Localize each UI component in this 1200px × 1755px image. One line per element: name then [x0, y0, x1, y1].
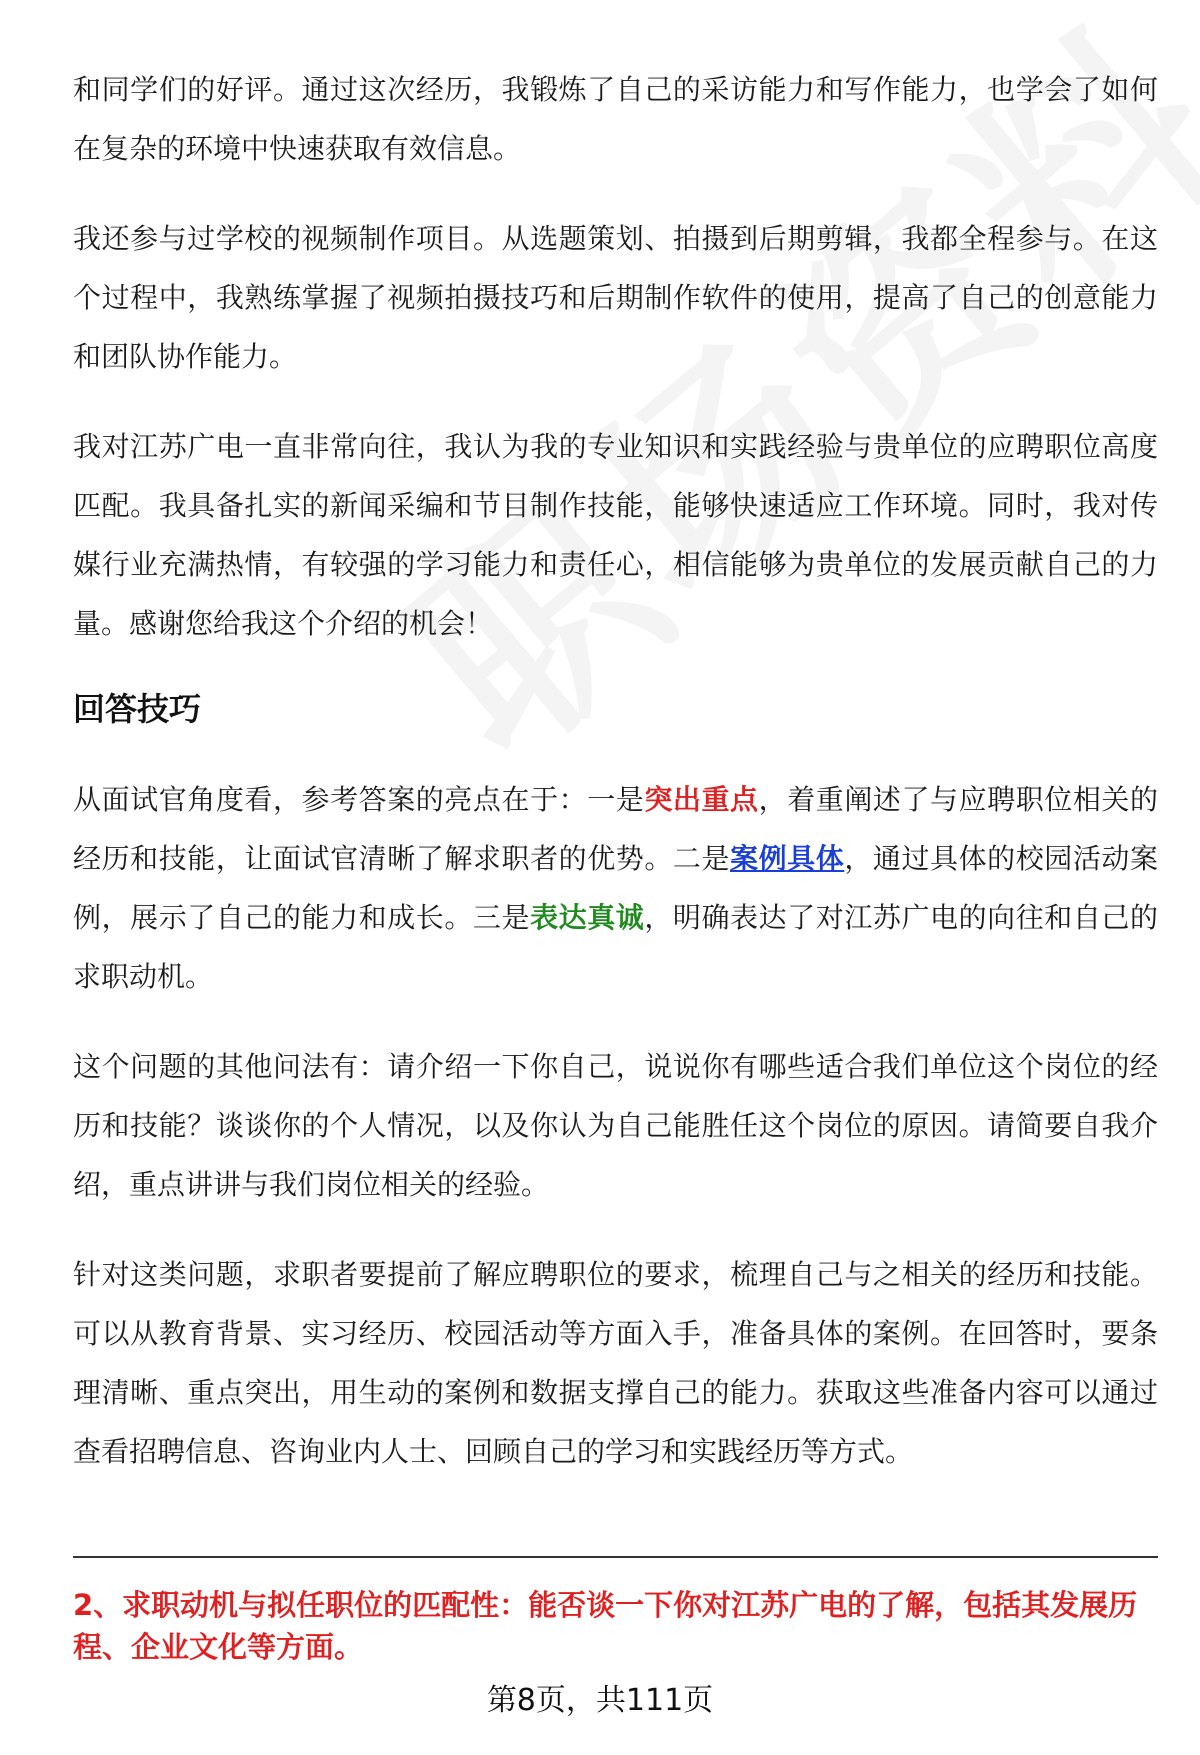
paragraph-2: 我还参与过学校的视频制作项目。从选题策划、拍摄到后期剪辑，我都全程参与。在这个过程中，我熟练掌握了视频拍摄技巧和后期制作软件的使用，提高了自己的创意能力和团队协作能力。: [73, 222, 1158, 373]
tips-paragraph-3: 针对这类问题，求职者要提前了解应聘职位的要求，梳理自己与之相关的经历和技能。可以从教育背景、实习经历、校园活动等方面入手，准备具体的案例。在回答时，要条理清晰、重点突出，用生动的案例和数据支撑自己的能力。获取这些准备内容可以通过查看招聘信息、咨询业内人士、回顾自己的学习和实践经历等方式。: [73, 1258, 1158, 1468]
section-divider: [73, 1556, 1158, 1558]
tips-text: ，明确表达了对江苏广电的向往和自己的求职动机。: [73, 901, 1158, 993]
section-heading: 回答技巧: [73, 690, 202, 728]
tips-text: 从面试官角度看，参考答案的亮点在于：一是: [73, 783, 645, 816]
tips-text: ，通过具体的校园活动案例，展示了自己的能力和成长。三是: [73, 842, 1158, 934]
tips-paragraph-1: [73, 770, 1158, 1006]
document-body: [73, 60, 1158, 1512]
next-question: 2、求职动机与拟任职位的匹配性：能否谈一下你对江苏广电的了解，包括其发展历程、企业文化等方面。: [73, 1588, 1138, 1664]
paragraph-3: 我对江苏广电一直非常向往，我认为我的专业知识和实践经验与贵单位的应聘职位高度匹配。我具备扎实的新闻采编和节目制作技能，能够快速适应工作环境。同时，我对传媒行业充满热情，有较强的学习能力和责任心，相信能够为贵单位的发展贡献自己的力量。感谢您给我这个介绍的机会！: [73, 430, 1158, 640]
page-footer: 第8页，共111页: [486, 1683, 714, 1718]
tips-text: ，着重阐述了与应聘职位相关的经历和技能，让面试官清晰了解求职者的优势。二是: [73, 783, 1158, 875]
paragraph-1: 和同学们的好评。通过这次经历，我锻炼了自己的采访能力和写作能力，也学会了如何在复杂的环境中快速获取有效信息。: [73, 73, 1158, 165]
highlight-sincere: 表达真诚: [530, 901, 645, 934]
tips-paragraph-2: 这个问题的其他问法有：请介绍一下你自己，说说你有哪些适合我们单位这个岗位的经历和技能？谈谈你的个人情况，以及你认为自己能胜任这个岗位的原因。请简要自我介绍，重点讲讲与我们岗位相关的经验。: [73, 1050, 1158, 1201]
highlight-cases: 案例具体: [730, 842, 845, 875]
highlight-focus: 突出重点: [644, 783, 759, 816]
